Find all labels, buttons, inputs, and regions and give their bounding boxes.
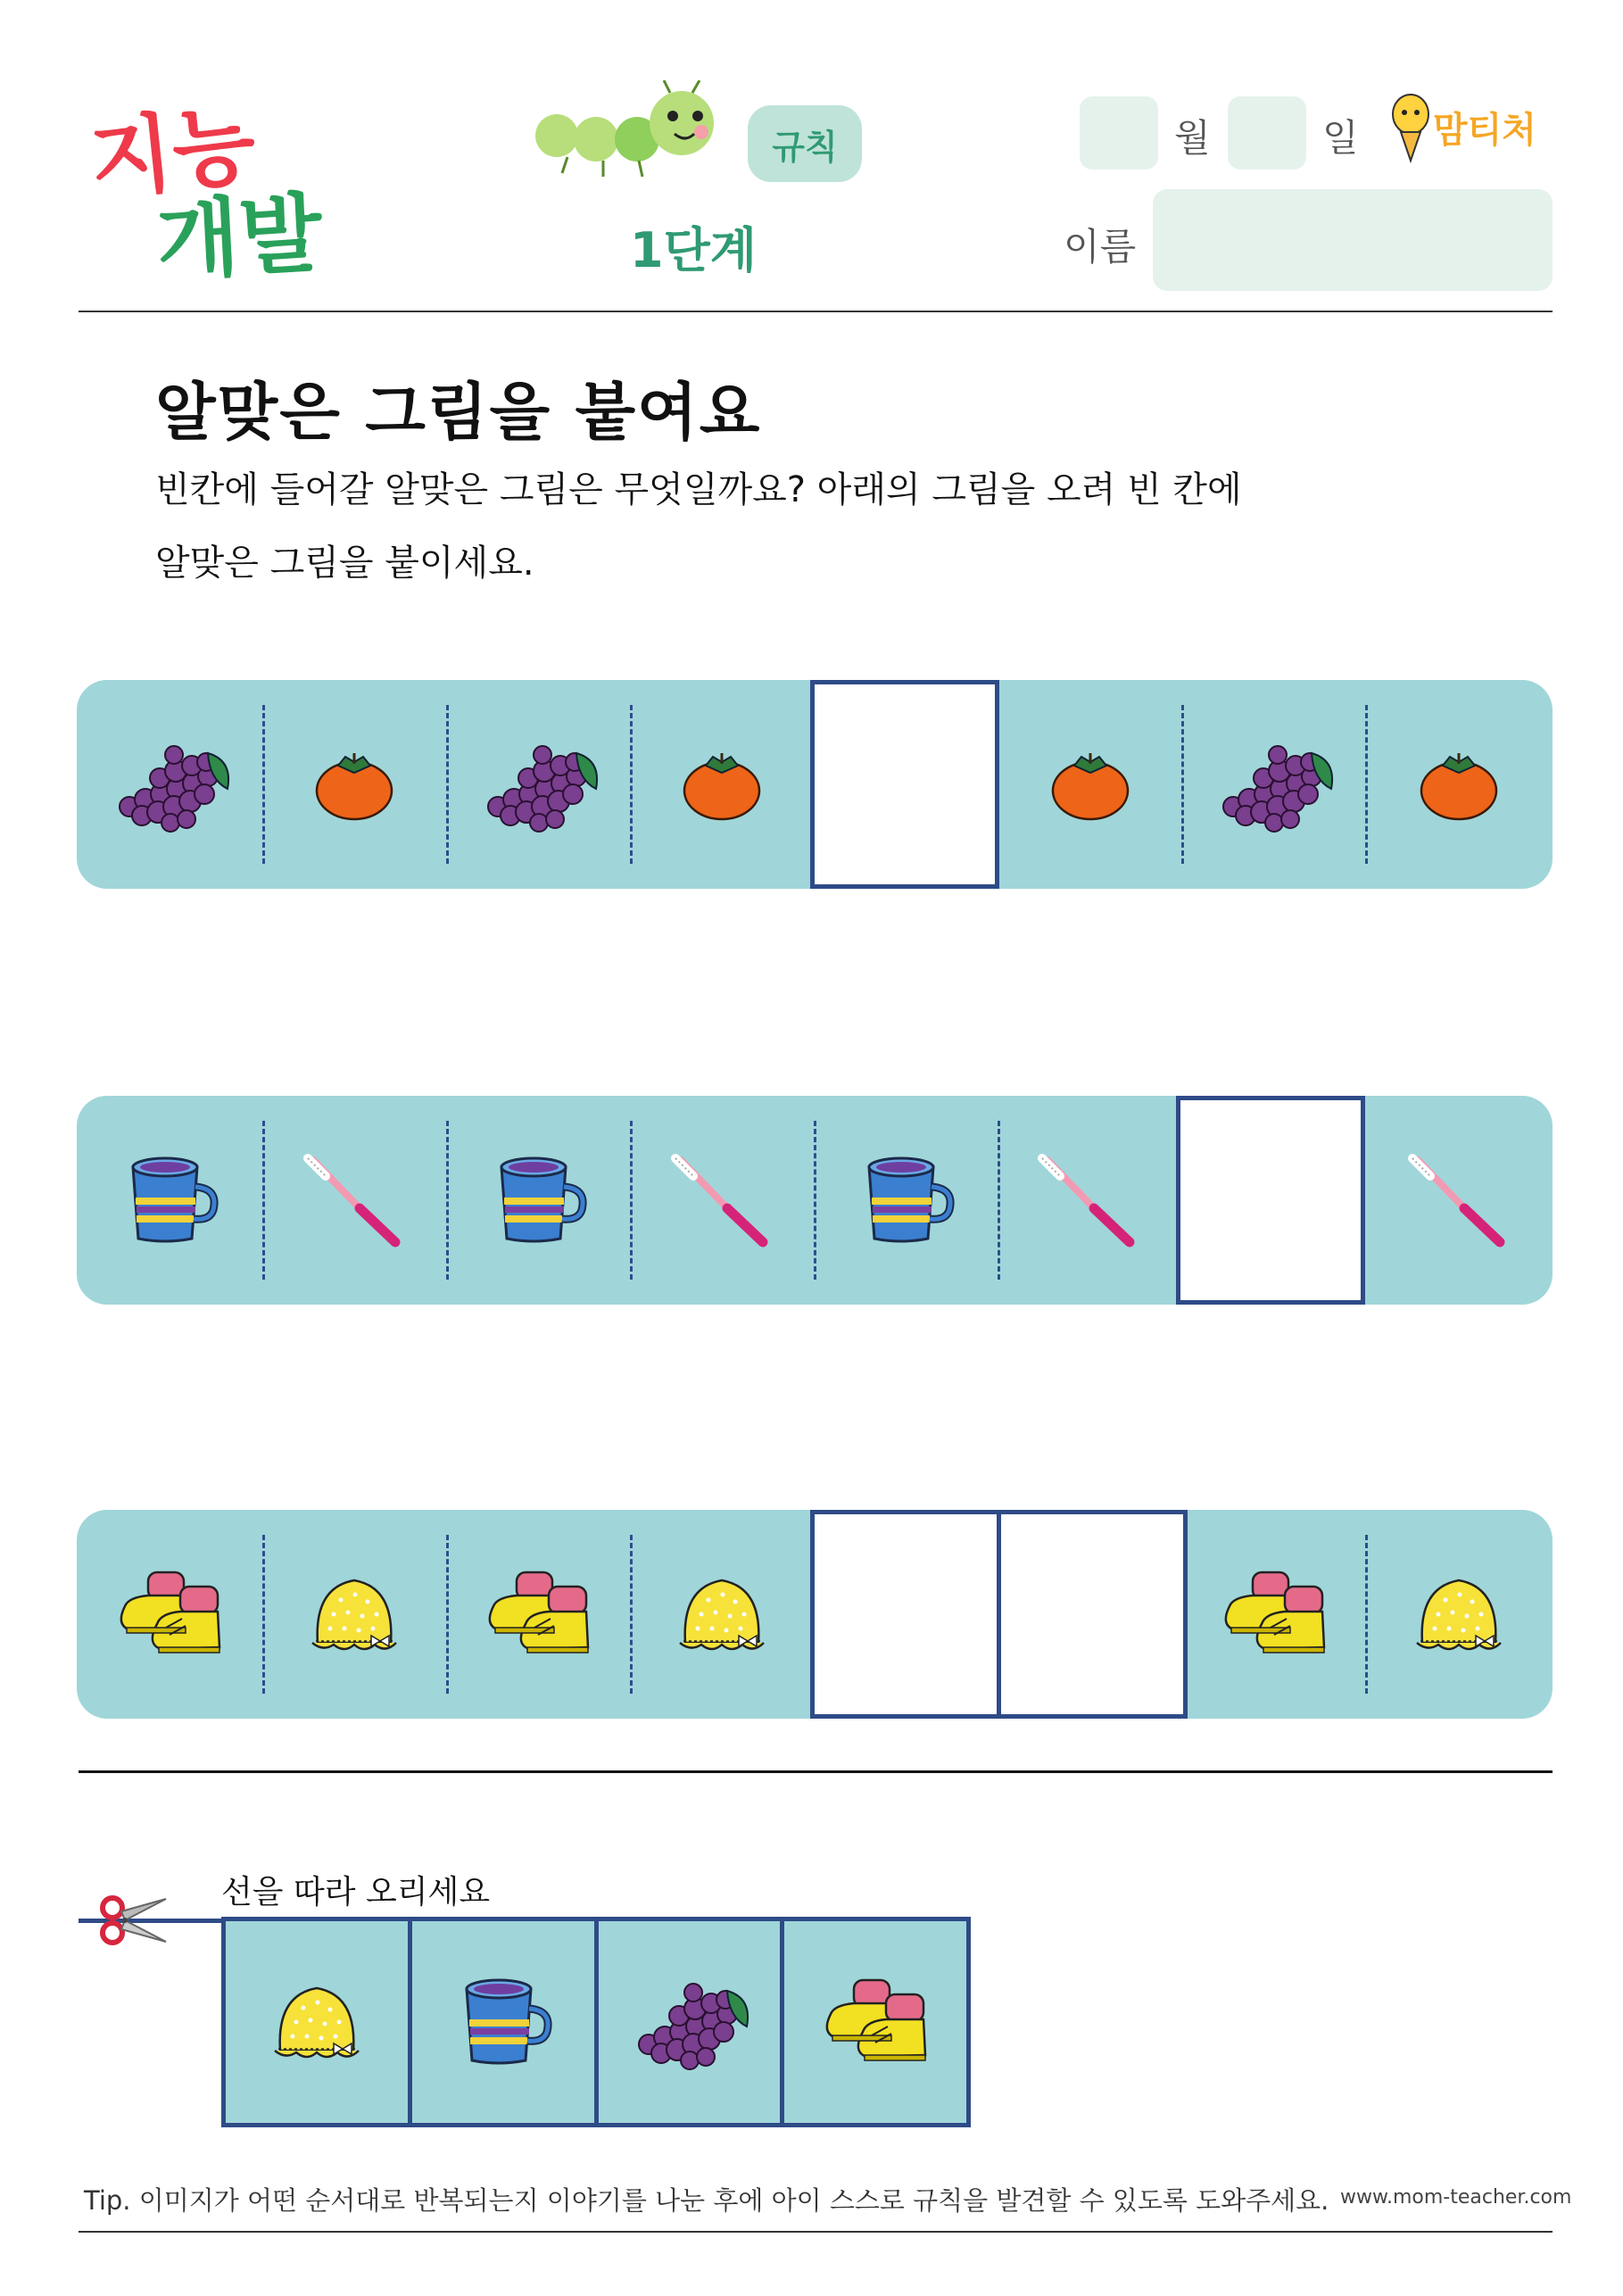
instruction-line2: 알맞은 그림을 붙이세요. [155,543,534,584]
logo [85,85,339,292]
grape-icon [446,680,630,889]
pattern-row-2 [77,1096,1553,1305]
header-divider [79,311,1553,312]
cut-instruction: 선을 따라 오리세요 [221,1874,491,1911]
grape-icon [1181,680,1365,889]
caterpillar-icon [532,80,737,187]
toothbrush-icon [262,1096,446,1305]
shoes-icon [1183,1510,1365,1719]
blank-slot[interactable] [997,1510,1188,1719]
logo-line1: 지능 [85,94,261,211]
hat-icon [1365,1510,1553,1719]
pattern-row-1 [77,680,1553,889]
pattern-row-3 [77,1510,1553,1719]
persimmon-icon [1365,680,1553,889]
cup-icon [446,1096,630,1305]
hat-icon [268,1977,366,2067]
pencil-mascot-icon [1388,93,1433,164]
cut-section-divider [79,1770,1553,1773]
day-input[interactable] [1228,96,1306,170]
footer-divider [79,2231,1553,2233]
persimmon-icon [630,680,814,889]
website-url: www.mom-teacher.com [1340,2186,1572,2209]
name-label: 이름 [1064,225,1137,269]
brand-name: 맘티처 [1433,110,1536,151]
name-input[interactable] [1153,189,1553,291]
brand-logo [1388,93,1558,164]
toothbrush-icon [630,1096,814,1305]
cutout-item-grape[interactable] [599,1921,785,2123]
cutout-item-shoes[interactable] [784,1921,966,2123]
page-title: 알맞은 그림을 붙여요 [155,376,762,449]
month-label: 월 [1174,116,1211,160]
scissors-icon [98,1894,170,1947]
shoes-icon [813,1973,938,2071]
logo-line2: 개발 [153,183,325,292]
blank-slot[interactable] [810,680,999,889]
cutout-item-hat[interactable] [226,1921,412,2123]
toothbrush-icon [998,1096,1180,1305]
cup-icon [814,1096,998,1305]
cutout-strip [221,1917,971,2127]
month-input[interactable] [1080,96,1158,170]
instruction-line1: 빈칸에 들어갈 알맞은 그림은 무엇일까요? 아래의 그림을 오려 빈 칸에 [155,469,1242,510]
hat-icon [630,1510,814,1719]
toothbrush-icon [1365,1096,1553,1305]
cutout-item-cup[interactable] [412,1921,599,2123]
shoes-icon [446,1510,630,1719]
shoes-icon [77,1510,262,1719]
instruction-text [155,453,1494,600]
cup-icon [77,1096,262,1305]
blank-slot[interactable] [1176,1096,1365,1305]
tip-text: Tip. 이미지가 어떤 순서대로 반복되는지 이야기를 나눈 후에 아이 스스로 규칙을 발견할 수 있도록 도와주세요. [84,2185,1329,2216]
grape-icon [77,680,262,889]
hat-icon [262,1510,446,1719]
grape-icon [622,1973,756,2071]
day-label: 일 [1322,116,1359,160]
persimmon-icon [999,680,1181,889]
persimmon-icon [262,680,446,889]
cup-icon [454,1973,552,2071]
category-badge: 규칙 [748,105,862,182]
level-label: 1단계 [630,222,757,278]
blank-slot[interactable] [810,1510,1001,1719]
